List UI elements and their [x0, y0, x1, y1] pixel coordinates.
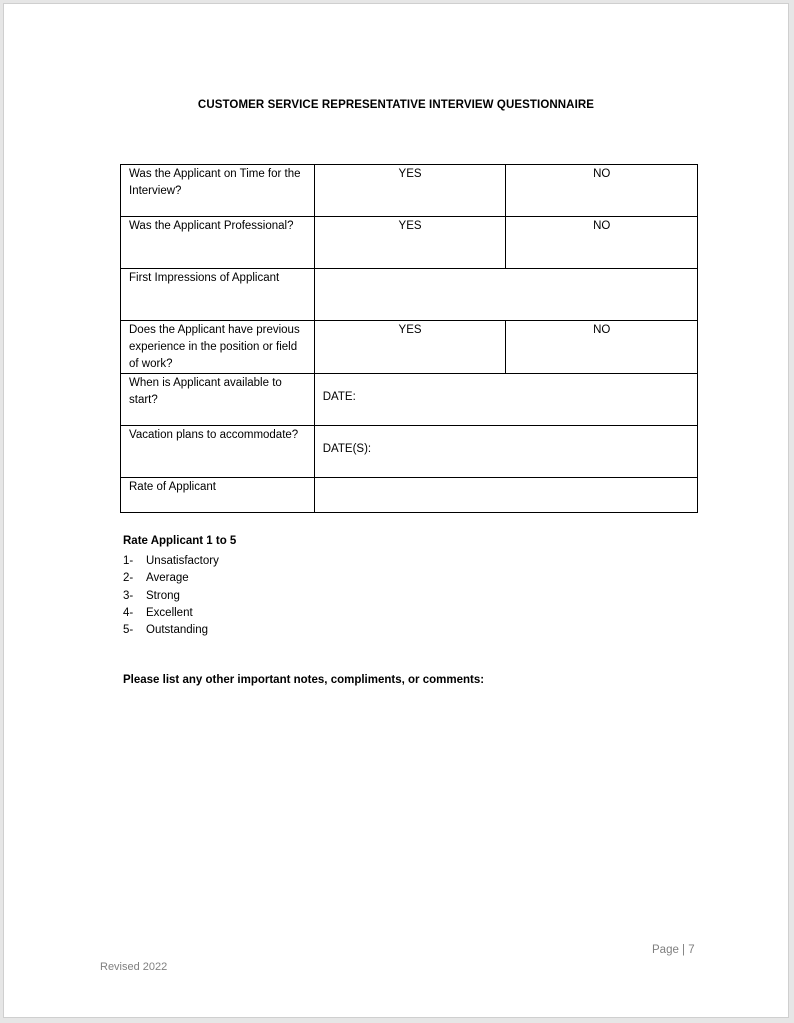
table-row — [121, 217, 698, 269]
rating-heading: Rate Applicant 1 to 5 — [123, 535, 237, 547]
list-item: 2- Average — [123, 572, 189, 585]
table-row — [121, 374, 698, 426]
document-title: CUSTOMER SERVICE REPRESENTATIVE INTERVIEW QUESTIONNAIRE — [197, 99, 595, 111]
rating-list — [123, 553, 219, 639]
yes-option[interactable]: YES — [314, 217, 506, 269]
table-row — [121, 269, 698, 321]
question-cell: Was the Applicant on Time for the Interview? — [121, 165, 315, 217]
vacation-dates-field[interactable] — [314, 426, 697, 478]
question-cell: First Impressions of Applicant — [121, 269, 315, 321]
yes-option[interactable]: YES — [314, 165, 506, 217]
list-item: 4- Excellent — [123, 606, 193, 619]
question-cell: Does the Applicant have previous experience in the position or field of work? — [121, 321, 315, 374]
page-number: Page | 7 — [652, 944, 695, 956]
start-date-field[interactable] — [314, 374, 697, 426]
list-item: 5- Outstanding — [123, 624, 209, 637]
answer-field[interactable] — [314, 269, 697, 321]
question-cell: Was the Applicant Professional? — [121, 217, 315, 269]
yes-option[interactable]: YES — [314, 321, 506, 374]
question-cell: When is Applicant available to start? — [121, 374, 315, 426]
no-option[interactable]: NO — [506, 321, 698, 374]
list-item: 3- Strong — [123, 589, 180, 602]
dates-label: DATE(S): — [322, 443, 372, 455]
no-option[interactable]: NO — [506, 217, 698, 269]
question-cell: Rate of Applicant — [121, 478, 315, 513]
date-label: DATE: — [322, 391, 356, 403]
table-row — [121, 426, 698, 478]
notes-prompt: Please list any other important notes, compliments, or comments: — [123, 674, 485, 686]
question-cell: Vacation plans to accommodate? — [121, 426, 315, 478]
document-page — [3, 3, 789, 1018]
list-item: 1- Unsatisfactory — [123, 555, 219, 567]
questionnaire-table — [120, 164, 698, 513]
table-row — [121, 165, 698, 217]
revised-note: Revised 2022 — [100, 961, 168, 973]
table-row — [121, 321, 698, 374]
rating-field[interactable] — [314, 478, 697, 513]
table-row — [121, 478, 698, 513]
no-option[interactable]: NO — [506, 165, 698, 217]
